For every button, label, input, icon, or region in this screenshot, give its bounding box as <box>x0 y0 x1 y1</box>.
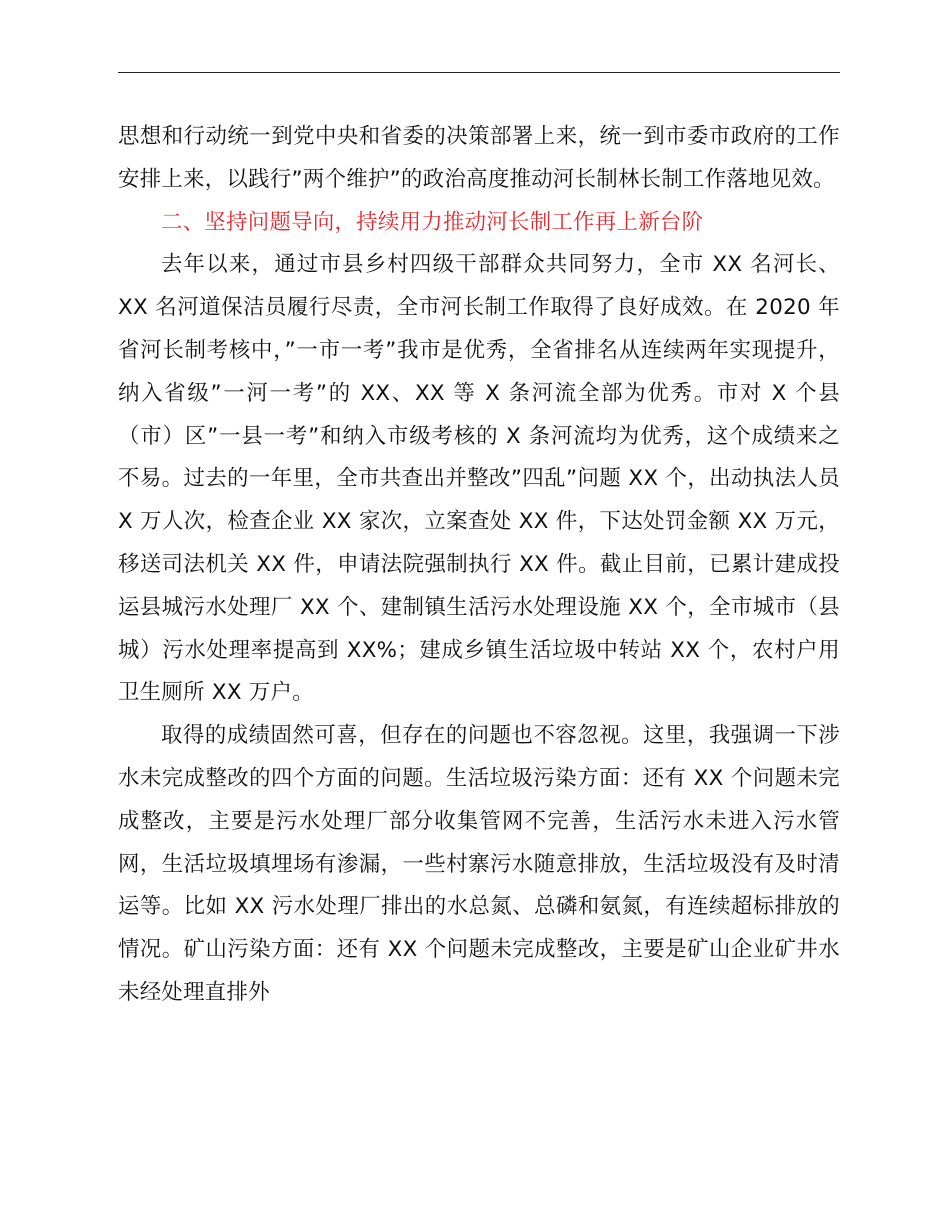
header-rule <box>118 72 840 73</box>
section-heading: 二、坚持问题导向，持续用力推动河长制工作再上新台阶 <box>161 209 704 235</box>
document-body <box>118 116 840 1015</box>
paragraph-problems: 取得的成绩固然可喜，但存在的问题也不容忽视。这里，我强调一下涉水未完成整改的四个方面的问题。生活垃圾污染方面：还有 XX 个问题未完成整改，主要是污水处理厂部分收集管网不完善，生活污水未进入污水管网，生活垃圾填埋场有渗漏，一些村寨污水随意排放，生活垃圾没有及时清运等。比如 XX 污水处理厂排出的水总氮、总磷和氨氮，有连续超标排放的情况。矿山污染方面：还有 XX 个问题未完成整改，主要是矿山企业矿井水未经处理直排外 <box>118 723 840 1005</box>
paragraph-achievements: 去年以来，通过市县乡村四级干部群众共同努力，全市 XX 名河长、XX 名河道保洁员履行尽责，全市河长制工作取得了良好成效。在 2020 年省河长制考核中，”一市一考”我市是优秀，全省排名从连续两年实现提升，纳入省级”一河一考”的 XX、XX 等 X 条河流全部为优秀。市对 X 个县（市）区”一县一考”和纳入市级考核的 X 条河流均为优秀，这个成绩来之不易。过去的一年里，全市共查出并整改”四乱”问题 XX 个，出动执法人员 X 万人次，检查企业 XX 家次，立案查处 XX 件，下达处罚金额 XX 万元，移送司法机关 XX 件，申请法院强制执行 XX 件。截止目前，已累计建成投运县城污水处理厂 XX 个、建制镇生活污水处理设施 XX 个，全市城市（县城）污水处理率提高到 XX%；建成乡镇生活垃圾中转站 XX 个，农村户用卫生厕所 XX 万户。 <box>118 252 840 706</box>
paragraph-continuation: 思想和行动统一到党中央和省委的决策部署上来，统一到市委市政府的工作安排上来，以践行”两个维护”的政治高度推动河长制林长制工作落地见效。 <box>118 124 840 192</box>
